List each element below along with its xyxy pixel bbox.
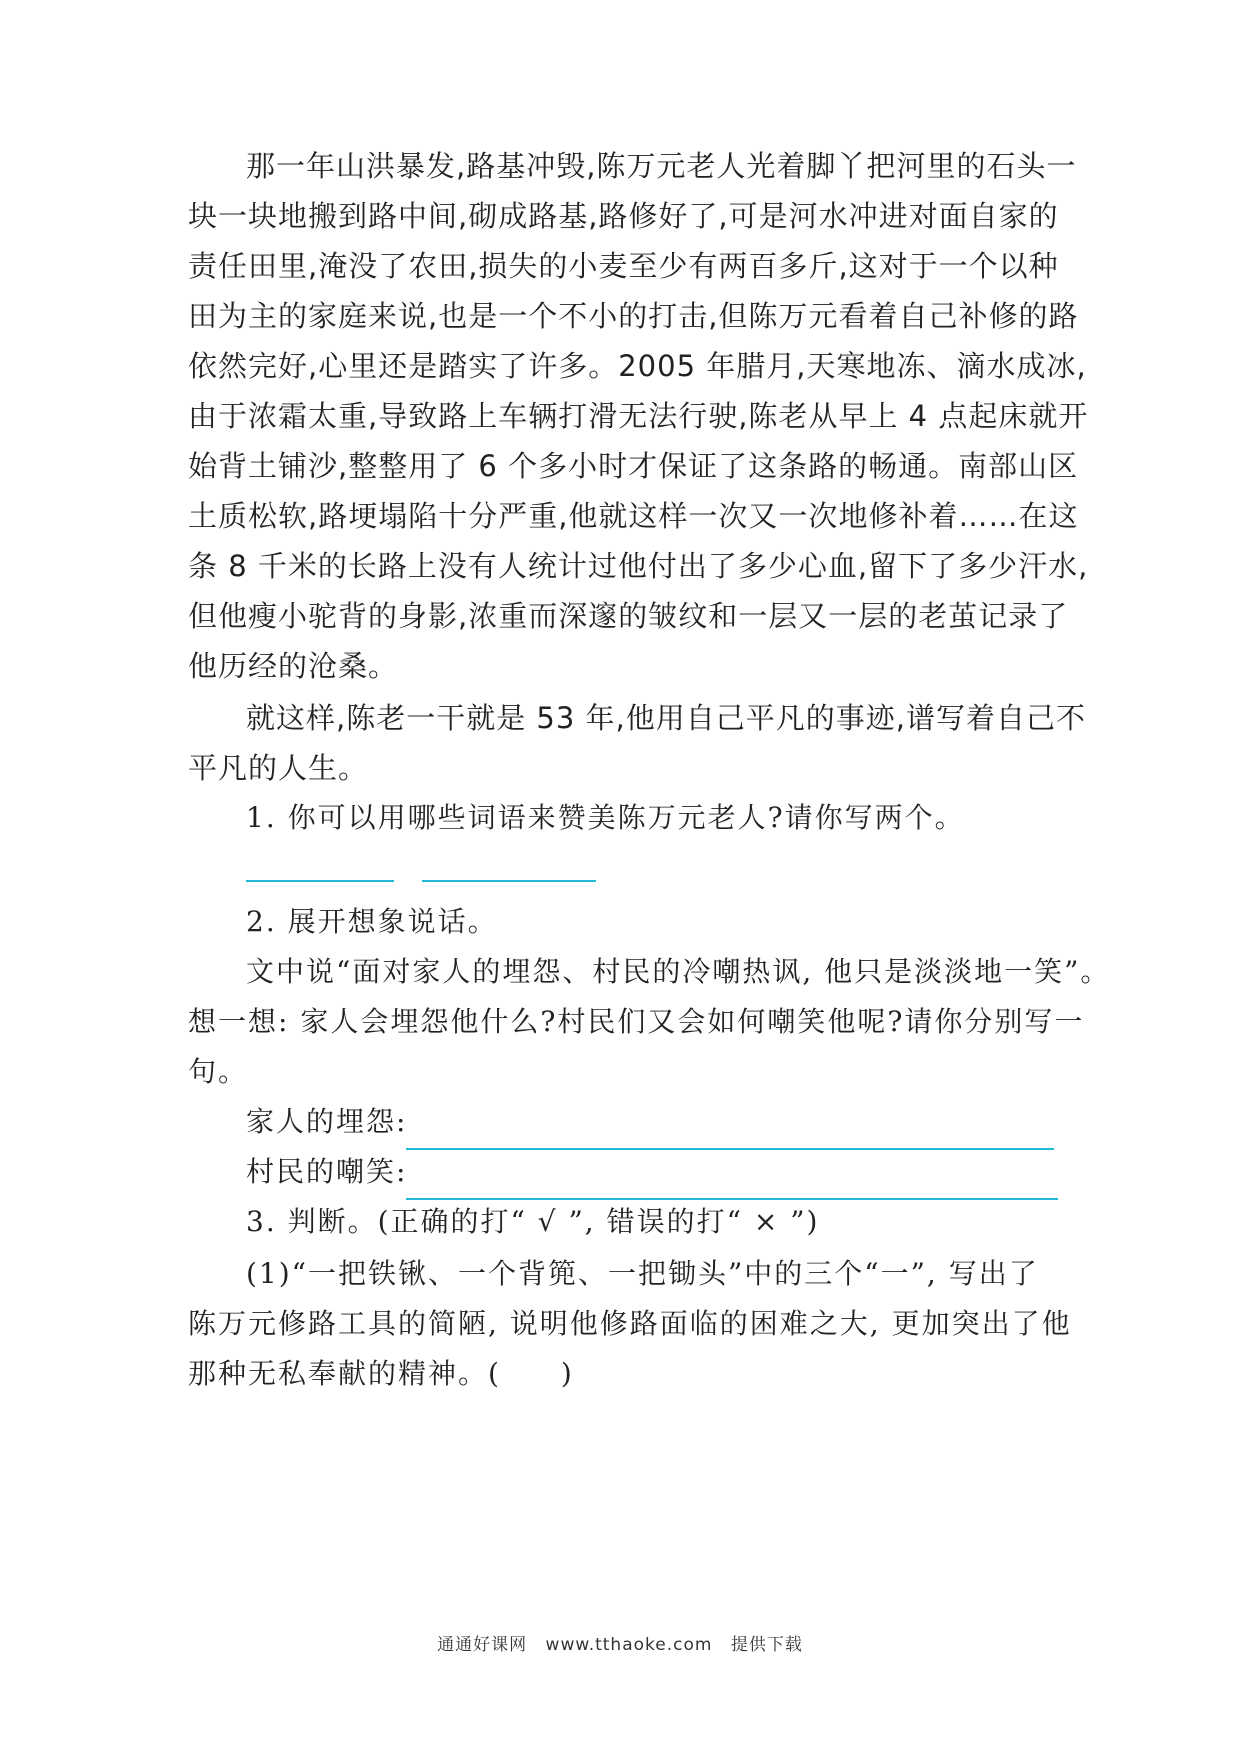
question-3-title: 3. 判断。(正确的打“ √ ”, 错误的打“ × ”): [246, 1205, 820, 1238]
passage-line: 田为主的家庭来说,也是一个不小的打击,但陈万元看着自己补修的路: [188, 299, 1079, 333]
passage-line: 依然完好,心里还是踏实了许多。2005 年腊月,天寒地冻、滴水成冰,: [188, 349, 1087, 383]
passage-line: 那一年山洪暴发,路基冲毁,陈万元老人光着脚丫把河里的石头一: [246, 149, 1077, 183]
question-3-item-1: (1)“一把铁锹、一个背篼、一把锄头”中的三个“一”, 写出了: [246, 1257, 1039, 1290]
passage-line: 始背土铺沙,整整用了 6 个多小时才保证了这条路的畅通。南部山区: [188, 449, 1079, 483]
footer-url[interactable]: www.tthaoke.com: [545, 1635, 713, 1655]
question-2-text: 想一想: 家人会埋怨他什么?村民们又会如何嘲笑他呢?请你分别写一: [188, 1005, 1085, 1038]
passage-line: 平凡的人生。: [188, 751, 369, 785]
passage-line: 他历经的沧桑。: [188, 649, 399, 683]
question-2-text: 文中说“面对家人的埋怨、村民的冷嘲热讽, 他只是淡淡地一笑”。: [246, 955, 1111, 988]
passage-line: 土质松软,路埂塌陷十分严重,他就这样一次又一次地修补着……在这: [188, 499, 1079, 533]
footer-suffix: 提供下载: [730, 1635, 803, 1655]
passage-line: 条 8 千米的长路上没有人统计过他付出了多少心血,留下了多少汗水,: [188, 549, 1089, 583]
answer-blank-1[interactable]: [246, 880, 394, 882]
answer-blank-2[interactable]: [422, 880, 596, 882]
passage-line: 但他瘦小驼背的身影,浓重而深邃的皱纹和一层又一层的老茧记录了: [188, 599, 1069, 633]
villager-mockery-label: 村民的嘲笑:: [246, 1155, 408, 1188]
passage-line: 就这样,陈老一干就是 53 年,他用自己平凡的事迹,谱写着自己不: [246, 701, 1086, 735]
passage-line: 由于浓霜太重,导致路上车辆打滑无法行驶,陈老从早上 4 点起床就开: [188, 399, 1089, 433]
family-complaint-label: 家人的埋怨:: [246, 1105, 408, 1138]
footer-site-name: 通通好课网: [437, 1635, 528, 1655]
passage-line: 块一块地搬到路中间,砌成路基,路修好了,可是河水冲进对面自家的: [188, 199, 1059, 233]
passage-line: 责任田里,淹没了农田,损失的小麦至少有两百多斤,这对于一个以种: [188, 249, 1059, 283]
question-2-title: 2. 展开想象说话。: [246, 905, 498, 938]
question-3-item-1: 那种无私奉献的精神。( ): [188, 1357, 574, 1390]
page-footer: [0, 1630, 1240, 1655]
question-1: 1. 你可以用哪些词语来赞美陈万元老人?请你写两个。: [246, 801, 965, 834]
question-3-item-1: 陈万元修路工具的简陋, 说明他修路面临的困难之大, 更加突出了他: [188, 1307, 1072, 1340]
question-2-text: 句。: [188, 1055, 249, 1088]
